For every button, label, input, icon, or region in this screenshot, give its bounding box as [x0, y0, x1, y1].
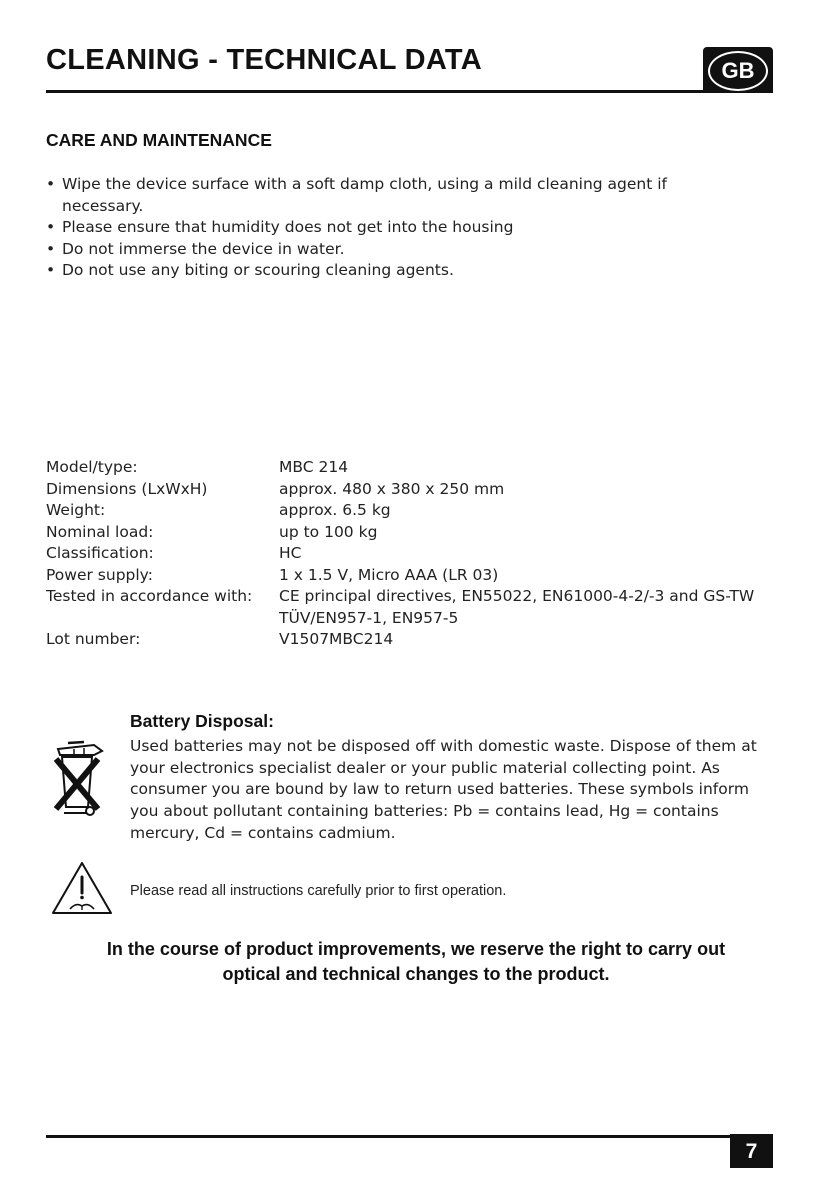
technical-data-table	[46, 457, 776, 651]
care-list	[46, 174, 686, 282]
warning-read-manual-icon	[50, 860, 114, 916]
spec-label: Power supply:	[46, 565, 153, 584]
spec-row	[46, 586, 776, 629]
spec-value: approx. 6.5 kg	[279, 501, 391, 519]
spec-value	[279, 586, 776, 629]
spec-value-line: TÜV/EN957-1, EN957-5	[279, 608, 459, 627]
bullet-icon: •	[46, 218, 56, 236]
header-rule	[46, 90, 773, 93]
spec-value: V1507MBC214	[279, 630, 394, 648]
page-title: CLEANING - TECHNICAL DATA	[46, 44, 483, 76]
spec-label: Weight:	[46, 501, 106, 519]
spec-row	[46, 565, 776, 587]
language-badge	[703, 47, 773, 93]
crossed-out-wheelie-bin-icon	[50, 737, 112, 823]
warning-text: Please read all instructions carefully prior to first operation.	[130, 883, 507, 899]
closing-note-line: optical and technical changes to the product.	[222, 964, 610, 984]
care-list-item	[46, 217, 686, 239]
care-item-text: Wipe the device surface with a soft damp cloth, using a mild cleaning agent if necessary.	[62, 175, 668, 215]
spec-label: Dimensions (LxWxH)	[46, 479, 208, 498]
spec-row	[46, 479, 776, 501]
spec-label: Classification:	[46, 544, 154, 562]
language-badge-label: GB	[708, 51, 768, 91]
spec-row	[46, 500, 776, 522]
care-list-item	[46, 239, 686, 261]
spec-label: Model/type:	[46, 458, 138, 476]
care-item-text: Do not immerse the device in water.	[62, 239, 345, 258]
bullet-icon: •	[46, 239, 56, 258]
spec-row	[46, 543, 776, 565]
spec-row	[46, 522, 776, 544]
spec-label: Lot number:	[46, 630, 141, 648]
spec-label: Tested in accordance with:	[46, 587, 253, 605]
battery-disposal-title: Battery Disposal:	[130, 711, 274, 731]
spec-row	[46, 457, 776, 479]
care-list-item	[46, 174, 686, 217]
bullet-icon: •	[46, 261, 56, 279]
footer-rule	[46, 1135, 773, 1138]
spec-value: MBC 214	[279, 458, 349, 476]
spec-value: HC	[279, 544, 302, 562]
spec-label: Nominal load:	[46, 522, 154, 541]
battery-disposal-text: Used batteries may not be disposed off with domestic waste. Dispose of them at your electronics specialist dealer or your public material collecting point. As consumer you are bound by law to return used batteries. These symbols inform you about pollutant containing batteries: Pb = contains lead, Hg = contains mercury, Cd = contains cadmium.	[130, 737, 757, 842]
care-item-text: Do not use any biting or scouring cleaning agents.	[62, 261, 454, 279]
page-number: 7	[730, 1134, 773, 1168]
spec-value-line: CE principal directives, EN55022, EN61000-4-2/-3 and GS-TW	[279, 587, 755, 605]
closing-note-line: In the course of product improvements, we reserve the right to carry out	[106, 939, 726, 959]
care-item-text: Please ensure that humidity does not get into the housing	[62, 218, 514, 236]
spec-row	[46, 629, 776, 651]
spec-value: 1 x 1.5 V, Micro AAA (LR 03)	[279, 565, 499, 584]
spec-value: approx. 480 x 380 x 250 mm	[279, 479, 505, 498]
spec-value: up to 100 kg	[279, 522, 378, 541]
bullet-icon: •	[46, 175, 56, 193]
care-list-item	[46, 260, 686, 282]
closing-note	[60, 937, 772, 987]
care-section-title: CARE AND MAINTENANCE	[46, 130, 272, 150]
